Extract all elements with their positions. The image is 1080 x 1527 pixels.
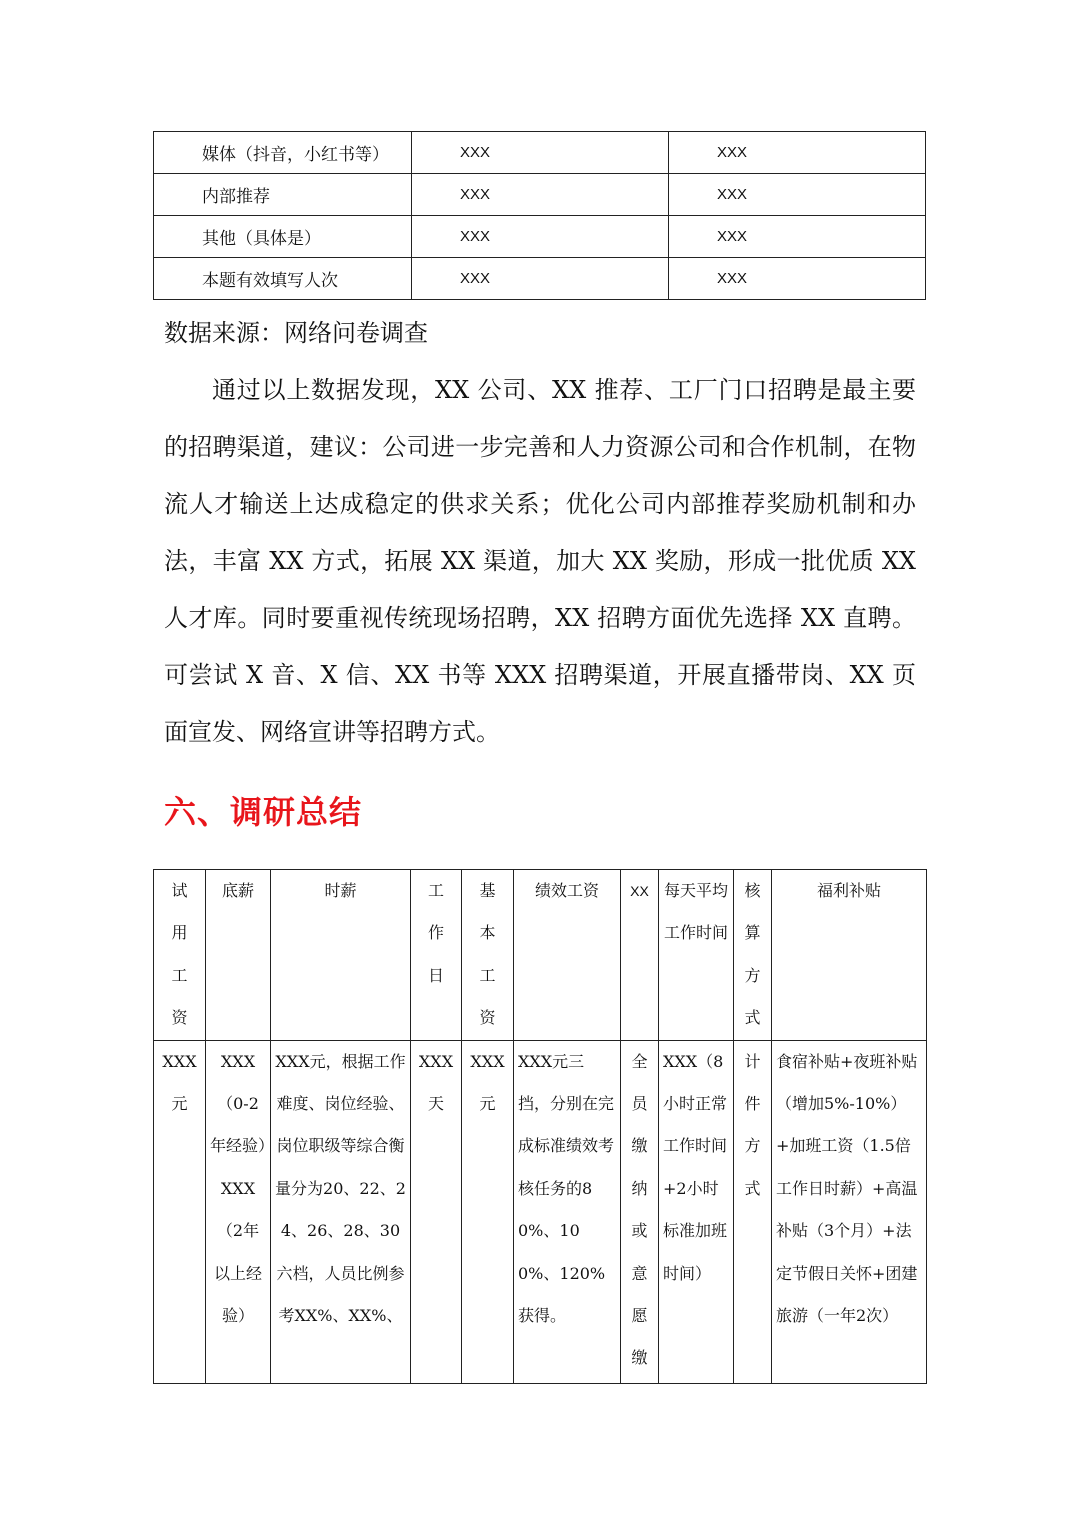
channel-value: XXX (669, 174, 926, 216)
channel-value: XXX (412, 258, 669, 300)
cell-accounting-method: 计件方式 (734, 1040, 772, 1383)
table-row (154, 1040, 927, 1383)
col-header-basic-salary: 基本工资 (462, 870, 514, 1041)
channel-label: 内部推荐 (154, 174, 412, 216)
salary-table (153, 869, 927, 1384)
cell-trial-salary: XXX元 (154, 1040, 206, 1383)
col-header-performance-pay: 绩效工资 (514, 870, 621, 1041)
channel-value: XXX (412, 132, 669, 174)
channel-label: 本题有效填写人次 (154, 258, 412, 300)
cell-benefits: 食宿补贴+夜班补贴（增加5%-10%）+加班工资（1.5倍工作日时薪）+高温补贴（3个月）+法定节假日关怀+团建旅游（一年2次） (772, 1040, 927, 1383)
channel-value: XXX (412, 174, 669, 216)
data-source-note: 数据来源：网络问卷调查 (164, 319, 428, 347)
cell-daily-hours: XXX（8小时正常工作时间+2小时标准加班时间） (659, 1040, 734, 1383)
col-header-hourly-pay: 时薪 (271, 870, 411, 1041)
channel-value: XXX (669, 216, 926, 258)
col-header-xx: XX (621, 870, 659, 1041)
channel-table (153, 131, 926, 300)
channel-value: XXX (669, 132, 926, 174)
col-header-daily-hours: 每天平均工作时间 (659, 870, 734, 1041)
cell-xx: 全员缴纳或意愿缴 (621, 1040, 659, 1383)
cell-basic-salary: XXX元 (462, 1040, 514, 1383)
cell-hourly-pay: XXX元，根据工作难度、岗位经验、岗位职级等综合衡量分为20、22、24、26、28、30六档，人员比例参考XX%、XX%、 (271, 1040, 411, 1383)
cell-workdays: XXX天 (411, 1040, 462, 1383)
channel-value: XXX (669, 258, 926, 300)
table-row (154, 174, 926, 216)
col-header-base-pay: 底薪 (206, 870, 271, 1041)
section-heading: 六、调研总结 (164, 793, 363, 831)
channel-value: XXX (412, 216, 669, 258)
cell-performance-pay: XXX元三挡，分别在完成标准绩效考核任务的80%、100%、120%获得。 (514, 1040, 621, 1383)
cell-base-pay: XXX（0-2年经验）XXX（2年以上经验） (206, 1040, 271, 1383)
col-header-trial-salary: 试用工资 (154, 870, 206, 1041)
analysis-paragraph: 通过以上数据发现，XX 公司、XX 推荐、工厂门口招聘是最主要的招聘渠道，建议：公司进一步完善和人力资源公司和合作机制，在物流人才输送上达成稳定的供求关系；优化公司内部推荐奖励机制和办法，丰富 XX 方式，拓展 XX 渠道，加大 XX 奖励，形成一批优质 XX 人才库。同时要重视传统现场招聘，XX 招聘方面优先选择 XX 直聘。可尝试 X 音、X 信、XX 书等 XXX 招聘渠道，开展直播带岗、XX 页面宣发、网络宣讲等招聘方式。 (164, 376, 916, 746)
table-row (154, 132, 926, 174)
header-row (154, 870, 927, 1041)
col-header-workdays: 工作日 (411, 870, 462, 1041)
col-header-accounting-method: 核算方式 (734, 870, 772, 1041)
table-row (154, 258, 926, 300)
channel-label: 媒体（抖音，小红书等） (154, 132, 412, 174)
channel-label: 其他（具体是） (154, 216, 412, 258)
col-header-benefits: 福利补贴 (772, 870, 927, 1041)
table-row (154, 216, 926, 258)
